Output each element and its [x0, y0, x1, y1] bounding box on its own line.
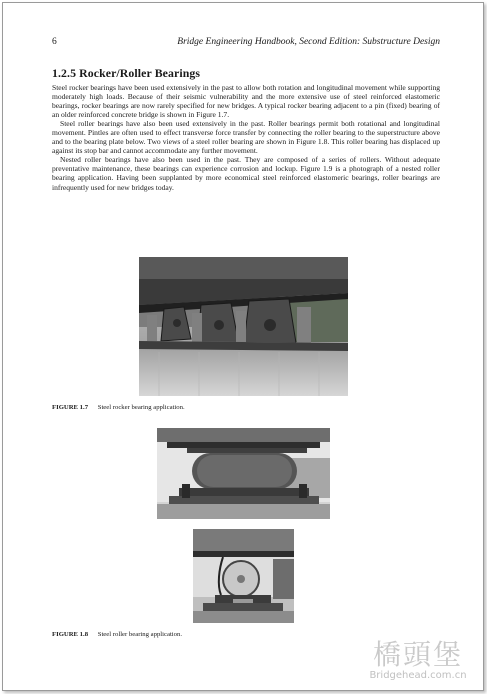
figure-1-8-caption [52, 631, 182, 638]
figure-number: FIGURE 1.7 [52, 404, 89, 411]
paragraph: Steel rocker bearings have been used extensively in the past to allow both rotation and longitudinal movement while supporting moderately high loads. Because of their seismic vulnerability and the more extensive use of steel reinforced elastomeric bearings, rocker bearings are now rarely specified for new bridges. A typical rocker bearing adjacent to a pin (fixed) bearing of an older reinforced concrete bridge is shown in Figure 1.7. [52, 83, 440, 120]
body-text [52, 83, 440, 192]
figure-number: FIGURE 1.8 [52, 631, 89, 638]
figure-1-8-photo-side [157, 428, 330, 519]
paragraph: Steel roller bearings have also been used extensively in the past. Roller bearings permit both rotational and longitudinal movement. Pintles are often used to effect transverse force transfer by connecting the roller bearing to the superstructure above and to the bearing plate below. Two views of a steel roller bearing are shown in Figure 1.8. This roller bearing has displaced up against its stop bar and cannot accommodate any further movement. [52, 119, 440, 156]
figure-1-7-photo [139, 257, 348, 396]
figure-caption-text: Steel roller bearing application. [97, 631, 183, 638]
page-number: 6 [52, 37, 57, 47]
figure-caption-text: Steel rocker bearing application. [97, 404, 185, 411]
running-title: Bridge Engineering Handbook, Second Edition: Substructure Design [177, 37, 440, 47]
watermark [363, 640, 473, 681]
section-heading: 1.2.5 Rocker/Roller Bearings [52, 66, 201, 80]
watermark-url: Bridgehead.com.cn [369, 670, 467, 681]
watermark-logo: 橋頭堡 [372, 638, 463, 671]
paragraph: Nested roller bearings have also been used in the past. They are composed of a series of rollers. Without adequate preventative maintenance, these bearings can experience corrosion and lockup. Figure 1.9 is a photograph of a nested roller bearing application. Having been supplanted by more economical steel reinforced elastomeric bearings, roller bearings are infrequently used for new bridges today. [52, 155, 440, 192]
figure-1-8-photo-end [193, 529, 294, 623]
figure-1-7-caption [52, 404, 185, 411]
running-header [52, 37, 440, 47]
